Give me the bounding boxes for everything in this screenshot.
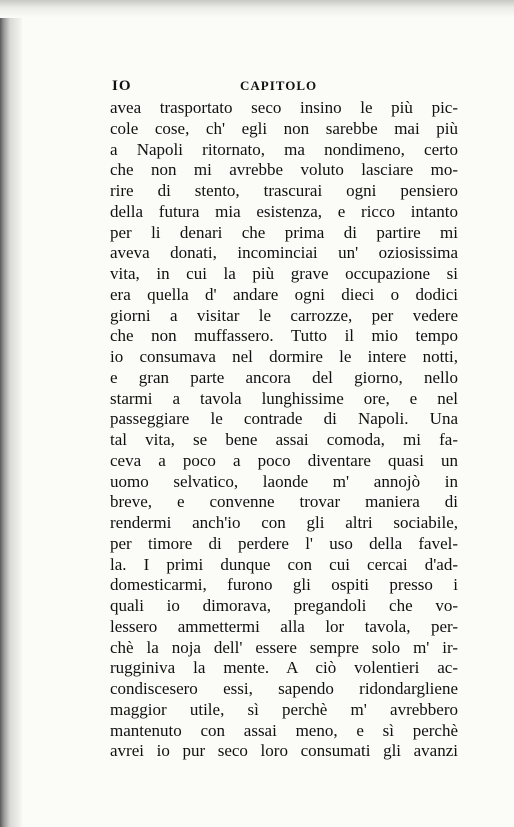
text-line: che non muffassero. Tutto il mio tempo — [110, 326, 458, 346]
text-line: per li denari che prima di partire mi — [110, 222, 458, 242]
text-line: a Napoli ritornato, ma nondimeno, certo — [110, 139, 458, 159]
text-line: rugginiva la mente. A ciò volentieri ac- — [110, 658, 458, 678]
text-line: mantenuto con assai meno, e sì perchè — [110, 720, 458, 740]
text-line: giorni a visitar le carrozze, per vedere — [110, 305, 458, 325]
text-line: breve, e convenne trovar maniera di — [110, 492, 458, 512]
text-line: ceva a poco a poco diventare quasi un — [110, 450, 458, 470]
text-line: passeggiare le contrade di Napoli. Una — [110, 409, 458, 429]
text-line: vita, in cui la più grave occupazione si — [110, 264, 458, 283]
text-line: maggior utile, sì perchè m' avrebbero — [110, 699, 458, 719]
text-line: era quella d' andare ogni dieci o dodici — [110, 284, 458, 304]
text-line: quali io dimorava, pregandoli che vo- — [110, 596, 458, 615]
text-line: starmi a tavola lunghissime ore, e nel — [110, 388, 458, 408]
text-line: aveva donati, incominciai un' oziosissima — [110, 243, 458, 263]
body-text — [110, 98, 458, 762]
text-line: domesticarmi, furono gli ospiti presso i — [110, 575, 458, 595]
text-line: io consumava nel dormire le intere notti, — [110, 347, 458, 366]
text-line: che non mi avrebbe voluto lasciare mo- — [110, 160, 458, 180]
page-gutter-shadow — [0, 0, 22, 827]
text-line: della futura mia esistenza, e ricco intanto — [110, 201, 458, 221]
page-header — [108, 76, 460, 98]
text-line: chè la noja dell' essere sempre solo m' ir- — [110, 637, 458, 657]
text-line: avrei io pur seco loro consumati gli avanzi — [110, 741, 458, 761]
text-line: uomo selvatico, laonde m' annojò in — [110, 471, 458, 491]
text-line: rendermi anch'io con gli altri sociabile, — [110, 513, 458, 532]
text-line: la. I primi dunque con cui cercai d'ad- — [110, 554, 458, 574]
text-line: rire di stento, trascurai ogni pensiero — [110, 181, 458, 200]
text-line: avea trasportato seco insino le più pic- — [110, 98, 458, 117]
page-number: IO — [112, 78, 132, 94]
page-top-shadow — [0, 0, 514, 18]
running-head: CAPITOLO — [240, 78, 318, 93]
text-line: tal vita, se bene assai comoda, mi fa- — [110, 430, 458, 449]
text-line: condiscesero essi, sapendo ridondargliene — [110, 679, 458, 698]
text-line: cole cose, ch' egli non sarebbe mai più — [110, 118, 458, 138]
text-line: lessero ammettermi alla lor tavola, per- — [110, 616, 458, 636]
text-line: e gran parte ancora del giorno, nello — [110, 367, 458, 387]
text-line: per timore di perdere l' uso della favel- — [110, 533, 458, 553]
